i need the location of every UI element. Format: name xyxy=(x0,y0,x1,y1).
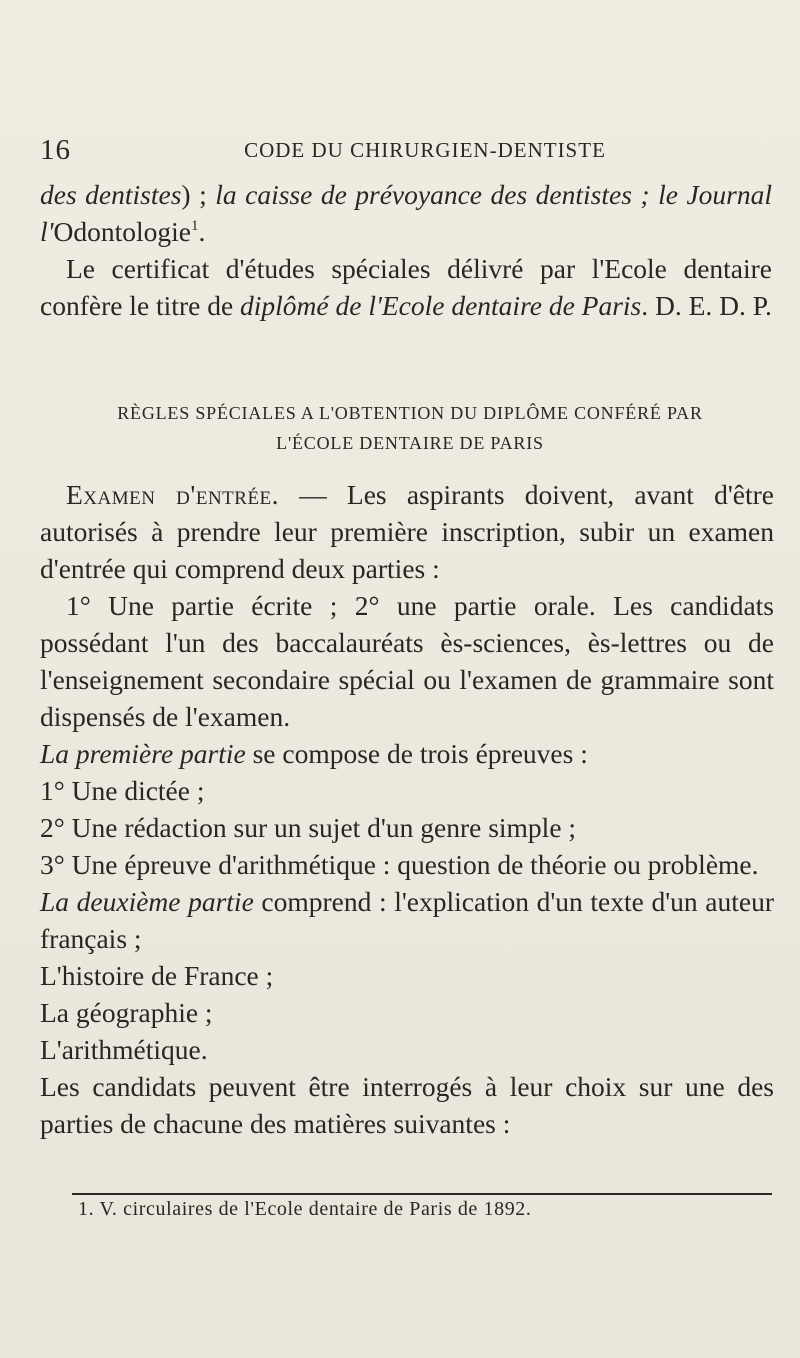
italic-journal: Journal l' xyxy=(40,179,772,247)
section-heading-line-1: RÈGLES SPÉCIALES A L'OBTENTION DU DIPLÔME CONFÉRÉ PAR xyxy=(117,403,703,423)
list-item-arithmetique: 3° Une épreuve d'arithmétique : question de théorie ou problème. xyxy=(40,849,759,880)
italic-deuxieme-partie: La deuxième partie xyxy=(40,886,254,917)
list-item-arithmetique-2: L'arithmétique. xyxy=(40,1034,208,1065)
text-dedp: . D. E. D. P. xyxy=(641,290,772,321)
section-heading-line-2: L'ÉCOLE DENTAIRE DE PARIS xyxy=(276,433,544,453)
text-explication: comprend : l'explication d'un texte d'un auteur français ; xyxy=(40,886,774,954)
running-title: CODE DU CHIRURGIEN-DENTISTE xyxy=(244,138,606,162)
page-number: 16 xyxy=(40,134,71,166)
italic-diplome: diplômé de l'Ecole dentaire de Paris xyxy=(240,290,642,321)
list-item-redaction: 2° Une rédaction sur un sujet d'un genre simple ; xyxy=(40,812,577,843)
paragraph-premiere-partie xyxy=(40,735,774,772)
paragraph-candidats: Les candidats peuvent être interrogés à leur choix sur une des parties de chacune des matières suivantes : xyxy=(40,1071,774,1139)
italic-dentistes: des dentistes xyxy=(40,179,182,210)
text-fragment: ) ; xyxy=(181,179,216,210)
text-certificat: Le certificat d'études spéciales délivré par l'Ecole dentaire confère le titre de xyxy=(40,253,772,321)
dash: — xyxy=(279,479,347,510)
text-odontologie: Odontologie xyxy=(53,216,192,247)
text-aspirants: Les aspirants doivent, avant d'être autorisés à prendre leur première inscription, subir un examen d'entrée qui comprend deux parties : xyxy=(40,479,774,584)
paragraph-certificat xyxy=(40,250,772,324)
footnote-rule xyxy=(72,1193,772,1195)
section-heading xyxy=(40,398,780,458)
list-item-geographie: La géographie ; xyxy=(40,997,213,1028)
paragraph-deuxieme-partie xyxy=(40,883,774,957)
paragraph-continuation xyxy=(40,176,772,250)
footnote: 1. V. circulaires de l'Ecole dentaire de Paris de 1892. xyxy=(78,1198,532,1220)
paragraph-parties: 1° Une partie écrite ; 2° une partie orale. Les candidats possédant l'un des baccalauréats ès-sciences, ès-lettres ou de l'enseignement secondaire spécial ou l'examen de grammaire sont dispensés de l'examen. xyxy=(40,590,774,732)
exam-text-block xyxy=(40,476,774,1142)
italic-caisse: la caisse de prévoyance des dentistes ; le xyxy=(215,179,678,210)
paragraph-examen xyxy=(40,476,774,587)
footnote-marker: 1 xyxy=(191,218,199,234)
top-text-block xyxy=(40,176,772,324)
list-item-dictee: 1° Une dictée ; xyxy=(40,775,205,806)
examen-lead: Examen d'entrée. xyxy=(66,479,280,510)
text-trois-epreuves: se compose de trois épreuves : xyxy=(245,738,588,769)
italic-premiere-partie: La première partie xyxy=(40,738,246,769)
page-header xyxy=(40,134,770,174)
text-fragment: . xyxy=(198,216,206,247)
list-item-histoire: L'histoire de France ; xyxy=(40,960,274,991)
